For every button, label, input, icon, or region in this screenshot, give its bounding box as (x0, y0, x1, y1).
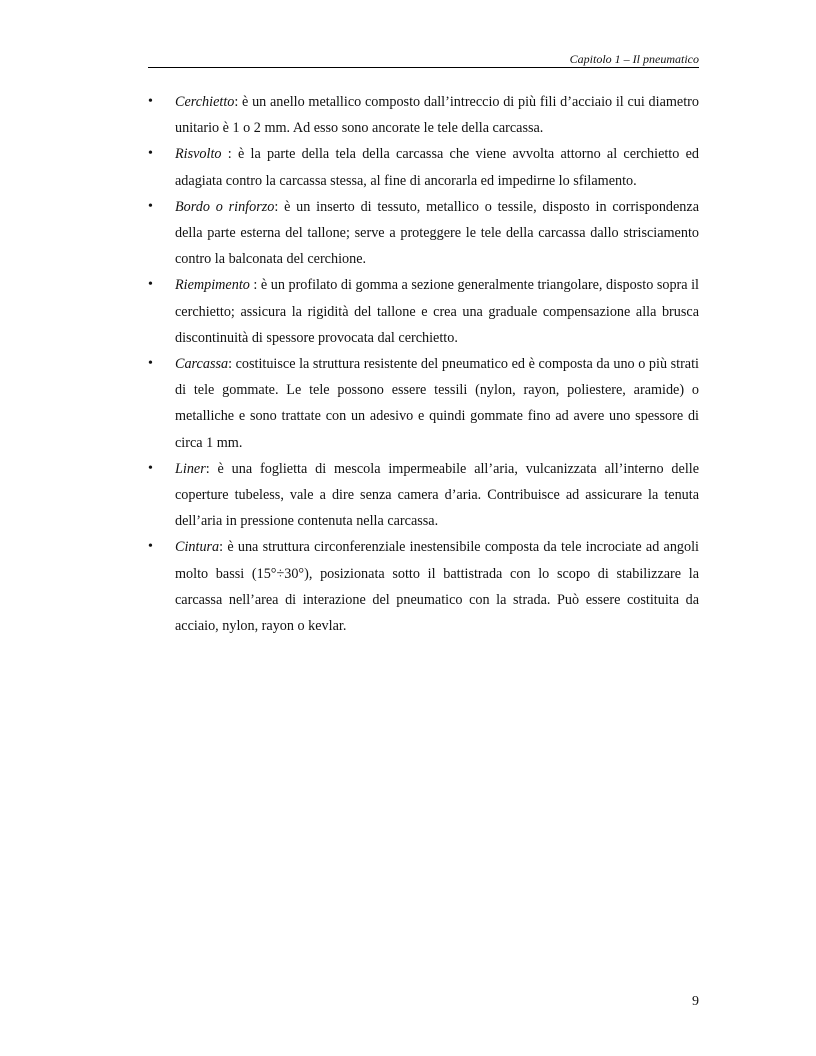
term-label: Riempimento (175, 277, 250, 294)
list-item-cintura (148, 534, 699, 639)
bullet-icon: • (148, 146, 153, 162)
bullet-icon: • (148, 198, 153, 214)
bullet-icon: • (148, 277, 153, 293)
definition-text: : è una foglietta di mescola impermeabile all’aria, vulcanizzata all’interno delle coperture tubeless, vale a dire senza camera d’aria. Contribuisce ad assicurare la tenuta dell’aria in pressione contenuta nella carcassa. (175, 460, 699, 530)
definition-text: : è un inserto di tessuto, metallico o tessile, disposto in corrispondenza della parte esterna del tallone; serve a proteggere le tele della carcassa dallo strisciamento contro la balconata del cerchione. (175, 198, 699, 268)
list-item-bordo-rinforzo (148, 194, 699, 273)
list-item-carcassa (148, 351, 699, 456)
term-label: Bordo o rinforzo (175, 198, 275, 215)
list-item-liner (148, 456, 699, 535)
term-label: Cintura (175, 539, 220, 556)
list-item-risvolto (148, 141, 699, 193)
term-label: Cerchietto (175, 94, 235, 110)
bullet-icon: • (148, 460, 153, 476)
running-header: Capitolo 1 – Il pneumatico (569, 52, 699, 66)
definition-text: : costituisce la struttura resistente del pneumatico ed è composta da uno o più strati di tele gommate. Le tele possono essere tessili (nylon, rayon, poliestere, aramide) o metalliche e sono trattate con un adesivo e quindi gommate fino ad avere uno spessore di circa 1 mm. (175, 356, 699, 451)
definition-text: : è un anello metallico composto dall’intreccio di più fili d’acciaio il cui diametro unitario è 1 o 2 mm. Ad esso sono ancorate le tele della carcassa. (175, 94, 699, 137)
definition-list (148, 89, 699, 639)
bullet-icon: • (148, 539, 153, 555)
term-label: Liner (175, 460, 206, 477)
definition-text: : è la parte della tela della carcassa che viene avvolta attorno al cerchietto ed adagiata contro la carcassa stessa, al fine di ancorarla ed impedirne lo sfilamento. (175, 146, 699, 189)
bullet-icon: • (148, 94, 153, 109)
bullet-icon: • (148, 356, 153, 372)
page-number: 9 (692, 994, 699, 1009)
term-label: Carcassa (175, 356, 229, 373)
term-label: Risvolto (175, 146, 222, 163)
list-item-cerchietto (148, 89, 699, 141)
list-item-riempimento (148, 272, 699, 351)
header-rule (148, 67, 699, 68)
definition-text: : è un profilato di gomma a sezione generalmente triangolare, disposto sopra il cerchietto; assicura la rigidità del tallone e crea una graduale compensazione alla brusca discontinuità di spessore provocata dal cerchietto. (175, 277, 699, 346)
definition-text: : è una struttura circonferenziale inestensibile composta da tele incrociate ad angoli molto bassi (15°÷30°), posizionata sotto il battistrada con lo scopo di stabilizzare la carcassa nell’area di interazione del pneumatico con la strada. Può essere costituita da acciaio, nylon, rayon o kevlar. (175, 539, 699, 635)
